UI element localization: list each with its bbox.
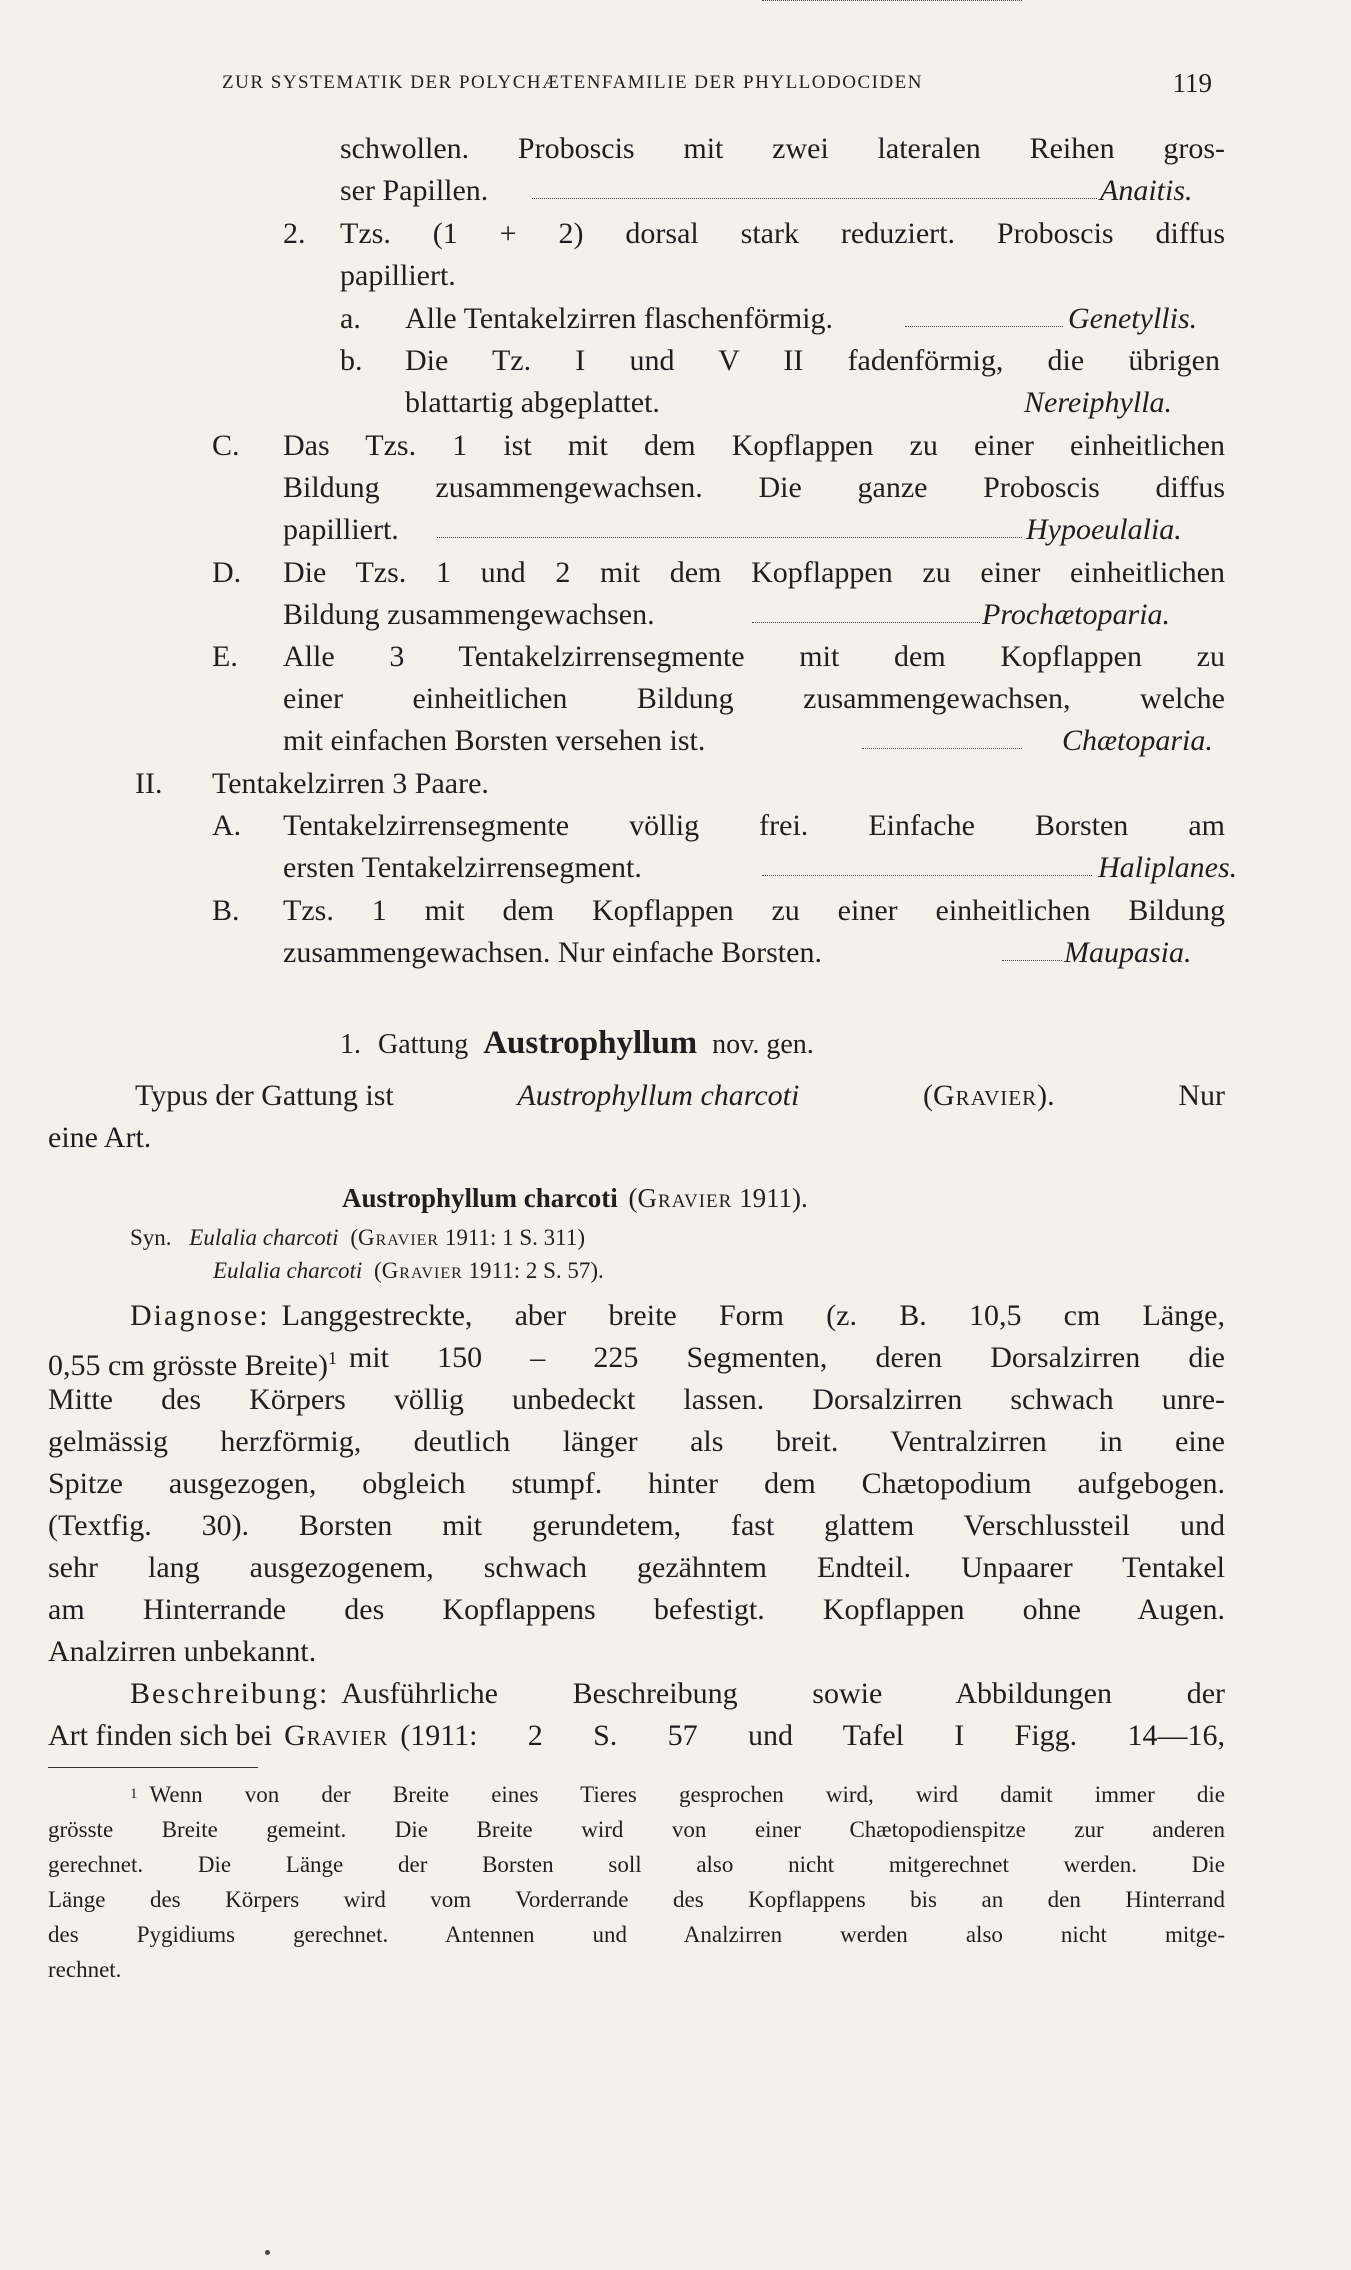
paren: ( xyxy=(628,1183,638,1213)
item-label: D. xyxy=(212,556,242,589)
genus-name: Anaitis. xyxy=(1100,174,1193,207)
item-label: b. xyxy=(340,344,363,377)
genus-name: Genetyllis. xyxy=(1068,302,1198,335)
typus-line: eine Art. xyxy=(48,1121,152,1154)
footnote-marker: 1 xyxy=(327,1348,337,1368)
item-label: 2. xyxy=(283,217,306,250)
genus-name: Nereiphylla. xyxy=(1024,386,1173,419)
footnote-line: Wenn von der Breite eines Tieres gesprochen wird, wird damit immer die xyxy=(149,1782,1225,1807)
item-label: a. xyxy=(340,302,361,335)
synonym-reference: 1911: 2 S. 57). xyxy=(468,1258,604,1283)
key-line: papilliert. xyxy=(340,259,456,292)
key-line: Das Tzs. 1 ist mit dem Kopflappen zu einer einheitlichen xyxy=(283,429,1225,462)
key-line: Bildung zusammengewachsen. Die ganze Proboscis diffus xyxy=(283,471,1225,504)
dotted-leader xyxy=(532,198,1097,199)
dotted-leader xyxy=(905,326,1063,327)
dotted-leader xyxy=(1002,960,1062,961)
genus-heading xyxy=(340,1025,814,1062)
typus-text: Typus der Gattung ist xyxy=(135,1079,394,1112)
item-label: E. xyxy=(212,640,238,673)
typus-species: Austrophyllum charcoti xyxy=(517,1079,800,1112)
author-name: Gravier xyxy=(637,1183,733,1213)
diagnose-line: Spitze ausgezogen, obgleich stumpf. hinter dem Chætopodium aufgebogen. xyxy=(48,1467,1225,1500)
key-line-text: Bildung zusammengewachsen. xyxy=(283,598,655,631)
dotted-leader xyxy=(437,537,1022,538)
footnote-line: gerechnet. Die Länge der Borsten soll also nicht mitgerechnet werden. Die xyxy=(48,1852,1225,1877)
genus-heading-number: 1. xyxy=(340,1029,361,1060)
genus-name: Chætoparia. xyxy=(1062,724,1213,757)
key-line-text: mit einfachen Borsten versehen ist. xyxy=(283,724,706,757)
key-line-text: Alle Tentakelzirren flaschenförmig. xyxy=(405,302,833,335)
key-line-text: ser Papillen. xyxy=(340,174,489,207)
synonym-reference: 1911: 1 S. 311) xyxy=(444,1225,585,1250)
item-label: B. xyxy=(212,894,240,927)
diagnose-line: sehr lang ausgezogenem, schwach gezähntem Endteil. Unpaarer Tentakel xyxy=(48,1551,1225,1584)
genus-name: Haliplanes. xyxy=(1098,851,1238,884)
paren: ( xyxy=(374,1258,382,1283)
synonym-line xyxy=(130,1225,585,1251)
diagnose-label: Diagnose: xyxy=(130,1299,270,1332)
footnote-line: rechnet. xyxy=(48,1957,122,1982)
diagnose-line: (Textfig. 30). Borsten mit gerundetem, fast glattem Verschlussteil und xyxy=(48,1509,1225,1542)
page-header xyxy=(222,68,1222,100)
key-line: Tzs. (1 + 2) dorsal stark reduziert. Proboscis diffus xyxy=(340,217,1225,250)
species-title xyxy=(342,1183,808,1214)
dotted-leader xyxy=(762,875,1092,876)
genus-name: Maupasia. xyxy=(1064,936,1192,969)
synonym-label: Syn. xyxy=(130,1225,172,1250)
key-line: Tzs. 1 mit dem Kopflappen zu einer einheitlichen Bildung xyxy=(283,894,1225,927)
dotted-leader xyxy=(752,622,980,623)
author-name: Gravier xyxy=(284,1719,389,1752)
beschreibung-line: Ausführliche Beschreibung sowie Abbildungen der xyxy=(341,1677,1225,1710)
genus-name: Prochætoparia. xyxy=(982,598,1171,631)
footnote-line: Länge des Körpers wird vom Vorderrande des Kopflappens bis an den Hinterrand xyxy=(48,1887,1225,1912)
beschreibung-label: Beschreibung: xyxy=(130,1677,330,1710)
running-title: ZUR SYSTEMATIK DER POLYCHÆTENFAMILIE DER PHYLLODOCIDEN xyxy=(222,72,923,93)
footnote-marker: 1 xyxy=(130,1786,138,1802)
diagnose-line: 0,55 cm grösste Breite) xyxy=(48,1349,328,1382)
synonym-name: Eulalia charcoti xyxy=(213,1258,363,1283)
key-line: Tentakelzirren 3 Paare. xyxy=(212,767,489,800)
synonym-line xyxy=(213,1258,604,1284)
genus-heading-word: Gattung xyxy=(378,1029,469,1060)
key-line: Tentakelzirrensegmente völlig frei. Einfache Borsten am xyxy=(283,809,1225,842)
diagnose-line: am Hinterrande des Kopflappens befestigt. Kopflappen ohne Augen. xyxy=(48,1593,1225,1626)
synonym-name: Eulalia charcoti xyxy=(189,1225,339,1250)
diagnose-line: mit 150 – 225 Segmenten, deren Dorsalzirren die xyxy=(348,1341,1225,1374)
dotted-leader xyxy=(862,748,1022,749)
key-line-text: zusammengewachsen. Nur einfache Borsten. xyxy=(283,936,822,969)
author-name: Gravier xyxy=(357,1225,440,1250)
print-speck xyxy=(265,2250,270,2255)
footnote-line: grösste Breite gemeint. Die Breite wird von einer Chætopodienspitze zur anderen xyxy=(48,1817,1225,1842)
key-line-text: ersten Tentakelzirrensegment. xyxy=(283,851,642,884)
beschreibung-line: (1911: 2 S. 57 und Tafel I Figg. 14—16, xyxy=(400,1719,1225,1752)
key-line: Die Tzs. 1 und 2 mit dem Kopflappen zu einer einheitlichen xyxy=(283,556,1225,589)
key-line-text: blattartig abgeplattet. xyxy=(405,386,660,419)
key-line: Die Tz. I und V II fadenförmig, die übrigen xyxy=(405,344,1220,377)
diagnose-line: gelmässig herzförmig, deutlich länger als breit. Ventralzirren in eine xyxy=(48,1425,1225,1458)
dotted-leader xyxy=(762,0,1022,1)
genus-heading-name: Austrophyllum xyxy=(483,1025,698,1061)
diagnose-line: Analzirren unbekannt. xyxy=(48,1635,317,1668)
paren: ). xyxy=(1037,1079,1055,1112)
footnote-rule xyxy=(48,1767,258,1768)
author-name: Gravier xyxy=(381,1258,463,1283)
beschreibung-line: Art finden sich bei xyxy=(48,1719,273,1752)
diagnose-line: Langgestreckte, aber breite Form (z. B. 10,5 cm Länge, xyxy=(281,1299,1225,1332)
species-year: 1911). xyxy=(739,1183,808,1213)
key-line: einer einheitlichen Bildung zusammengewachsen, welche xyxy=(283,682,1225,715)
genus-name: Hypoeulalia. xyxy=(1026,513,1182,546)
page-number: 119 xyxy=(1172,68,1212,98)
key-line: Alle 3 Tentakelzirrensegmente mit dem Kopflappen zu xyxy=(283,640,1225,673)
item-label: A. xyxy=(212,809,242,842)
species-name: Austrophyllum charcoti xyxy=(342,1183,618,1213)
diagnose-line: Mitte des Körpers völlig unbedeckt lassen. Dorsalzirren schwach unre- xyxy=(48,1383,1225,1416)
item-label: II. xyxy=(135,767,163,800)
footnote-line: des Pygidiums gerechnet. Antennen und Analzirren werden also nicht mitge- xyxy=(48,1922,1225,1947)
item-label: C. xyxy=(212,429,240,462)
genus-heading-suffix: nov. gen. xyxy=(712,1029,814,1060)
key-line-text: papilliert. xyxy=(283,513,399,546)
typus-text-end: Nur xyxy=(1178,1079,1225,1112)
author-name: Gravier xyxy=(933,1079,1038,1112)
paren: ( xyxy=(923,1079,934,1112)
key-line: schwollen. Proboscis mit zwei lateralen Reihen gros- xyxy=(340,132,1225,165)
paren: ( xyxy=(350,1225,358,1250)
